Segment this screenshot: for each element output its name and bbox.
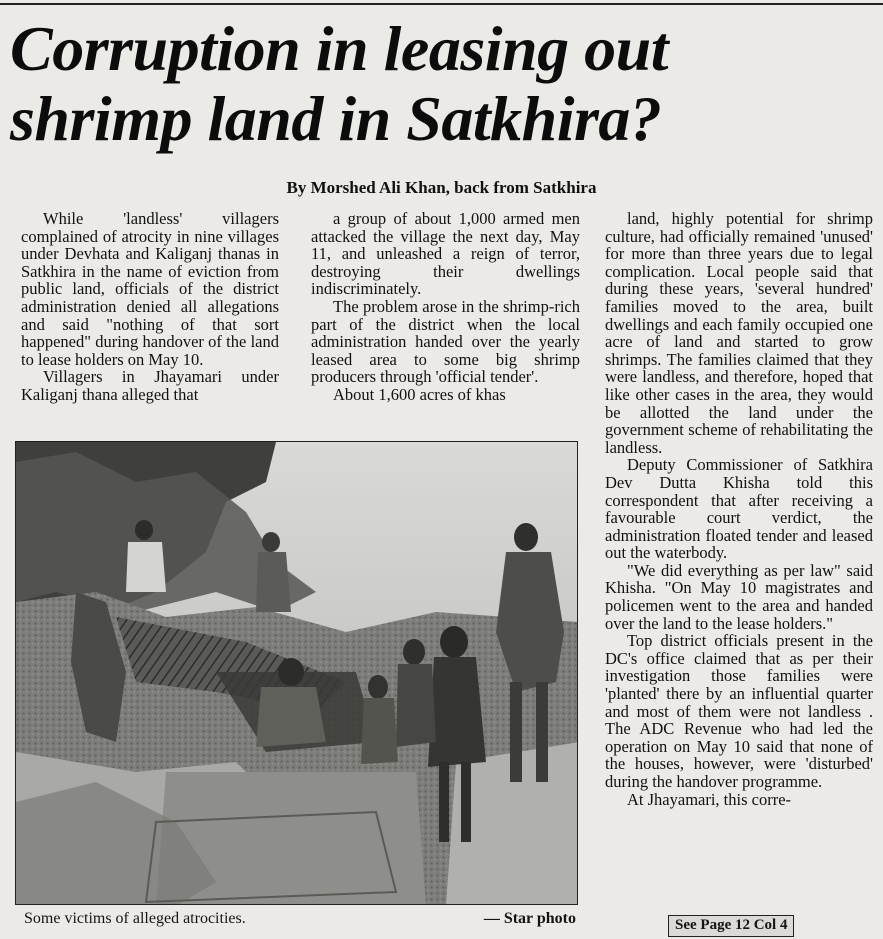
paragraph: "We did everything as per law" said Khisha. "On May 10 magistrates and policemen went to the area and handed over the land to the lease holders.": [605, 560, 873, 633]
article-column-1: [21, 210, 279, 404]
paragraph: At Jhayamari, this corre-: [627, 789, 792, 809]
paragraph: Top district officials present in the DC's office claimed that as per their investigation those families were 'planted' there by an influential quarter and most of them were not landless . The ADC Revenue who had led the operation on May 10 said that none of the houses, however, were 'disturbed' during the handover programme.: [605, 631, 873, 791]
headline-line-1: Corruption in leasing out: [10, 13, 668, 84]
photo-credit: — Star photo: [483, 910, 576, 927]
byline: By Morshed Ali Khan, back from Satkhira: [286, 178, 597, 197]
top-rule: [0, 3, 883, 5]
article-headline: [10, 14, 878, 154]
paragraph: Deputy Commissioner of Satkhira Dev Dutta Khisha told this correspondent that after receiving a favourable court verdict, the administration floated tender and leased out the waterbody.: [605, 455, 873, 563]
paragraph: The problem arose in the shrimp-rich part of the district when the local administration handed over the yearly leased area to some big shrimp producers through 'official tender'.: [311, 296, 580, 387]
paragraph: About 1,600 acres of khas: [333, 384, 506, 404]
paragraph: land, highly potential for shrimp culture, had officially remained 'unused' for more than three years due to legal complication. Local people said that during these years, 'several hundred' families moved to the area, built dwellings and each family occupied one acre of land and started to grow shrimps. The families claimed that they were landless, and therefore, hoped that like other cases in the area, they would be allotted the land under the government scheme of rehabilitating the landless.: [605, 209, 873, 457]
paragraph: While 'landless' villagers complained of atrocity in nine villages under Devhata and Kaliganj thanas in Satkhira in the name of eviction from public land, officials of the district administration denied all allegations and said "nothing of that sort happened" during handover of the land to lease holders on May 10.: [21, 209, 279, 369]
paragraph: a group of about 1,000 armed men attacked the village the next day, May 11, and unleashed a reign of terror, destroying their dwellings indiscriminately.: [311, 209, 580, 299]
photo-caption: Some victims of alleged atrocities.: [24, 910, 246, 927]
news-photo: [15, 441, 578, 905]
article-column-3: [605, 210, 873, 808]
paragraph: Villagers in Jhayamari under Kaliganj thana alleged that: [21, 367, 279, 404]
photo-caption-row: [24, 910, 580, 930]
article-column-2: [311, 210, 580, 404]
continuation-box: See Page 12 Col 4: [668, 915, 794, 937]
headline-line-2: shrimp land in Satkhira?: [10, 83, 662, 154]
